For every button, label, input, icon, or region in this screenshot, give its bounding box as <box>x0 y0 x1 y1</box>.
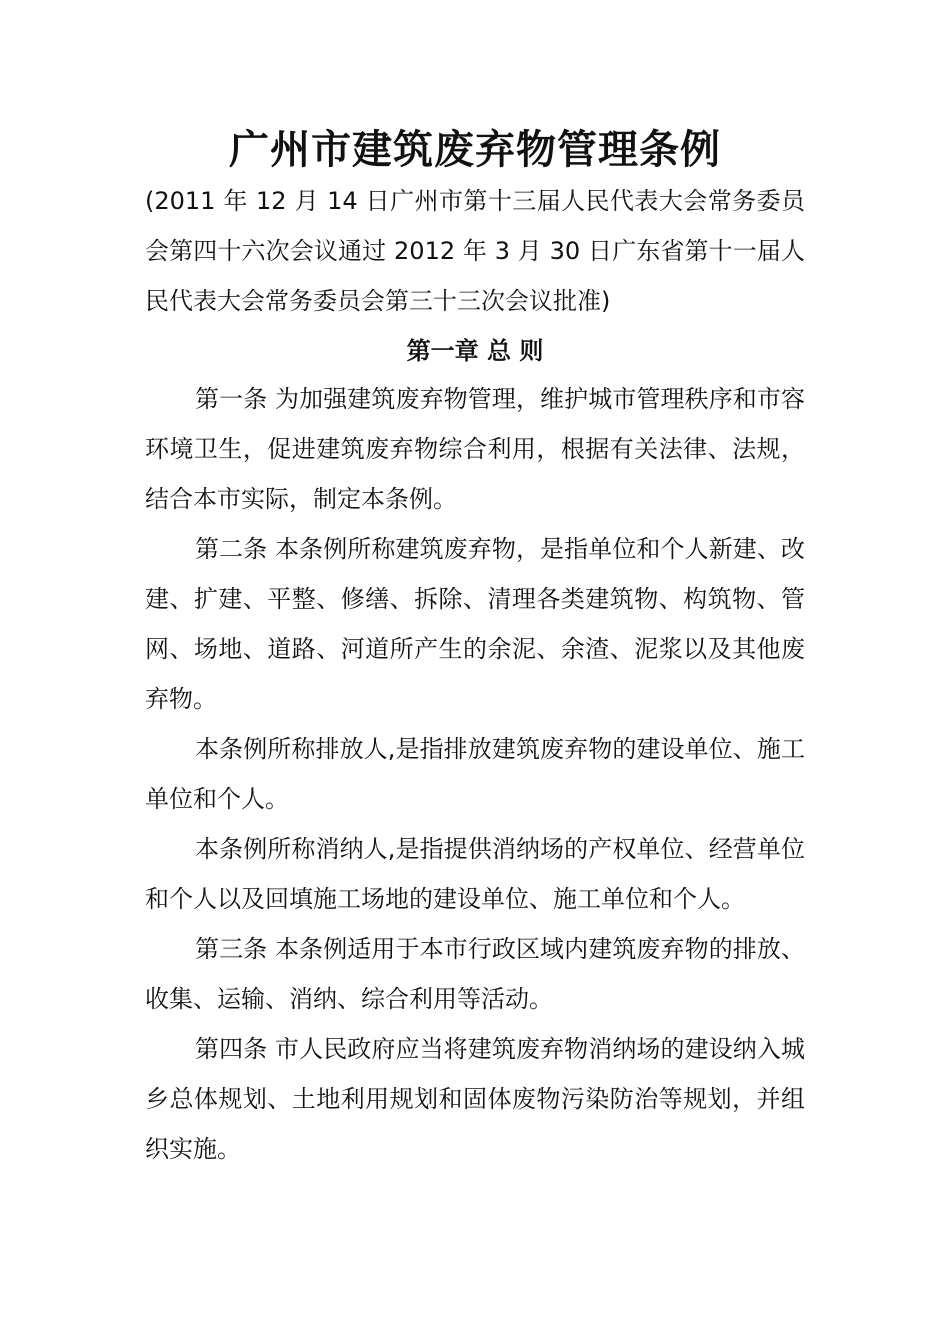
discharger-definition-paragraph: 本条例所称排放人,是指排放建筑废弃物的建设单位、施工单位和个人。 <box>145 735 805 813</box>
article-4-paragraph: 第四条 市人民政府应当将建筑废弃物消纳场的建设纳入城乡总体规划、土地利用规划和固体废物污染防治等规划，并组织实施。 <box>145 1035 805 1163</box>
document-title: 广州市建筑废弃物管理条例 <box>229 126 721 173</box>
document-body <box>145 374 805 1174</box>
article-2-paragraph: 第二条 本条例所称建筑废弃物，是指单位和个人新建、改建、扩建、平整、修缮、拆除、清理各类建筑物、构筑物、管网、场地、道路、河道所产生的余泥、余渣、泥浆以及其他废弃物。 <box>145 535 805 713</box>
article-1-paragraph: 第一条 为加强建筑废弃物管理，维护城市管理秩序和市容环境卫生，促进建筑废弃物综合利用，根据有关法律、法规，结合本市实际，制定本条例。 <box>145 385 805 513</box>
chapter-heading: 第一章 总 则 <box>406 337 544 365</box>
document-subtitle: (2011 年 12 月 14 日广州市第十三届人民代表大会常务委员会第四十六次会议通过 2012 年 3 月 30 日广东省第十一届人民代表大会常务委员会第三十三次会议批准) <box>145 187 805 315</box>
article-3-paragraph: 第三条 本条例适用于本市行政区域内建筑废弃物的排放、收集、运输、消纳、综合利用等活动。 <box>145 935 805 1013</box>
receiver-definition-paragraph: 本条例所称消纳人,是指提供消纳场的产权单位、经营单位和个人以及回填施工场地的建设单位、施工单位和个人。 <box>145 835 805 913</box>
